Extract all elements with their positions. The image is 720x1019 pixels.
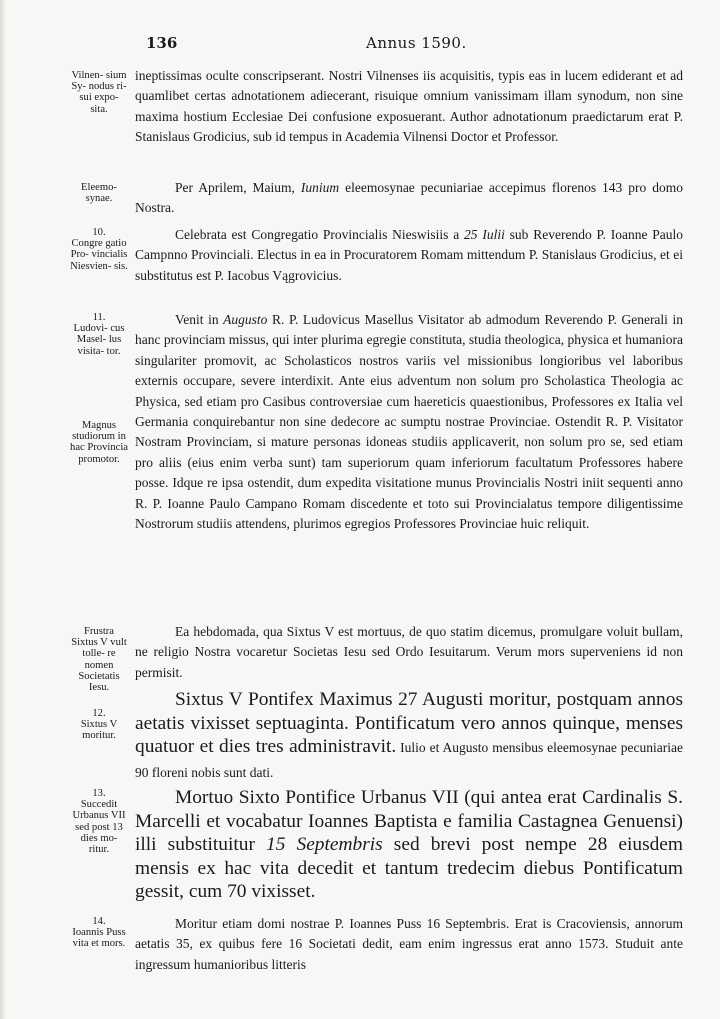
section-number: 13. — [92, 788, 106, 799]
margin-note: Vilnen- sium Sy- nodus ri- sui expo- sita. — [71, 70, 127, 115]
margin-note: 14. Ioannis Puss vita et mors. — [70, 916, 128, 950]
margin-note: 11. Ludovi- cus Masel- lus visita- tor. — [70, 312, 128, 357]
margin-note-secondary: Magnus studiorum in hac Provincia promotor. — [70, 420, 128, 465]
paragraph-text: Moritur etiam domi nostrae P. Ioannes Puss 16 Septembris. Erat is Cracoviensis, annorum aetatis 35, ex quibus fere 16 Societati dedit, eam enim ingressus erat anno 1573. Studuit ante ingressum humanioribus litteris — [135, 916, 683, 972]
paragraph-text: Ea hebdomada, qua Sixtus V est mortuus, de quo statim dicemus, promulgare voluit bullam, ne religio Nostra vocaretur Societas Iesu sed Ordo Iesuitarum. Verum mors superveniens id non permisit. — [135, 624, 683, 680]
margin-note: Frustra Sixtus V vult tolle- re nomen Societatis Iesu. — [71, 626, 127, 694]
margin-note: Eleemo- synae. — [81, 182, 117, 205]
paragraph-text: Per Aprilem, Maium, Iunium eleemosynae pecuniariae accepimus florenos 143 pro domo Nostra. — [135, 180, 683, 216]
paragraph-text: Mortuo Sixto Pontifice Urbanus VII (qui antea erat Cardinalis S. Marcelli et vocabatur Ioannes Baptista e familia Castagnea Genuensi) illi substituitur 15 Septembris sed brevi post nempe 28 eiusdem mensis ex hac vita decedit et tantum tredecim diebus Pontificatum gessit, cum 70 vixisset. — [135, 787, 683, 903]
section-number: 10. — [92, 227, 106, 238]
paragraph-text: Celebrata est Congregatio Provincialis Nieswisiis a 25 Iulii sub Reverendo P. Ioanne Paulo Campnno Provinciali. Electus in ea in Procuratorem Romam mittendum P. Stanislaus Grodicius, et ei substitutus est P. Iacobus Vągrovicius. — [135, 227, 683, 283]
section-number: 12. — [92, 708, 106, 719]
running-head: Annus 1590. — [366, 34, 467, 52]
section-number: 14. — [92, 916, 106, 927]
page-edge-shadow — [0, 0, 6, 1019]
margin-note: 12. Sixtus V moritur. — [70, 708, 128, 742]
paragraph-text: ineptissimas oculte conscripserant. Nostri Vilnenses iis acquisitis, typis eas in lucem ediderant et ad quamlibet certas adnotationem adiecerant, risuique omnium vanissimam illam synodum, non sine maxima hostium Ecclesiae Dei confusione exposuerant. Author adnotationum praedictarum erat P. Stanislaus Grodicius, sub id tempus in Academia Vilnensi Doctor et Professor. — [135, 68, 683, 145]
page-number: 136 — [146, 34, 178, 52]
paragraph-text: Venit in Augusto R. P. Ludovicus Masellus Visitator ab admodum Reverendo P. Generali in hanc provinciam missus, qui inter plurima egregie constituta, studia theologica, physica et humaniora singulariter promovit, ac Scholasticos nostros variis vel missionibus longioribus vel laboribus externis occupare, severe interdixit. Ante eius adventum non solum pro Scholastica Theologia ac Physica, sed etiam pro Casibus controversiae cum haereticis quaestionibus, Professores ex Italia vel Germania conquirebantur non sine dedecore ac sumptu nostrae Provinciae. Ostendit R. P. Visitator Nostram Provinciam, si mature personas idoneas studiis applicaverit, non solum pro se, sed etiam pro aliis (eius enim verba sunt) tam superiorum quam inferiorum facultatum Professores habere posse. Idque re ipsa ostendit, dum expedita visitatione munus Provincialis Nostri iniit sequenti anno R. P. Ioanne Paulo Campano Romam discedente et toto sui Provincialatus tempore diligentissime Nostrorum studiis attendens, plurimos egregios Professores Provinciae huic reliquit. — [135, 312, 684, 532]
page-header — [146, 34, 671, 56]
margin-note: 13. Succedit Urbanus VII sed post 13 dies mo- ritur. — [70, 788, 128, 855]
paragraph-text: Sixtus V Pontifex Maximus 27 Augusti moritur, postquam annos aetatis vixisset septuaginta. Pontificatum vero annos quinque, menses quatuor et dies tres administravit. Iulio et Augusto mensibus eleemosynae pecuniariae 90 floreni nobis sunt dati. — [135, 689, 683, 780]
section-number: 11. — [92, 312, 106, 323]
margin-note: 10. Congre gatio Pro- vincialis Niesvien- sis. — [70, 227, 128, 272]
